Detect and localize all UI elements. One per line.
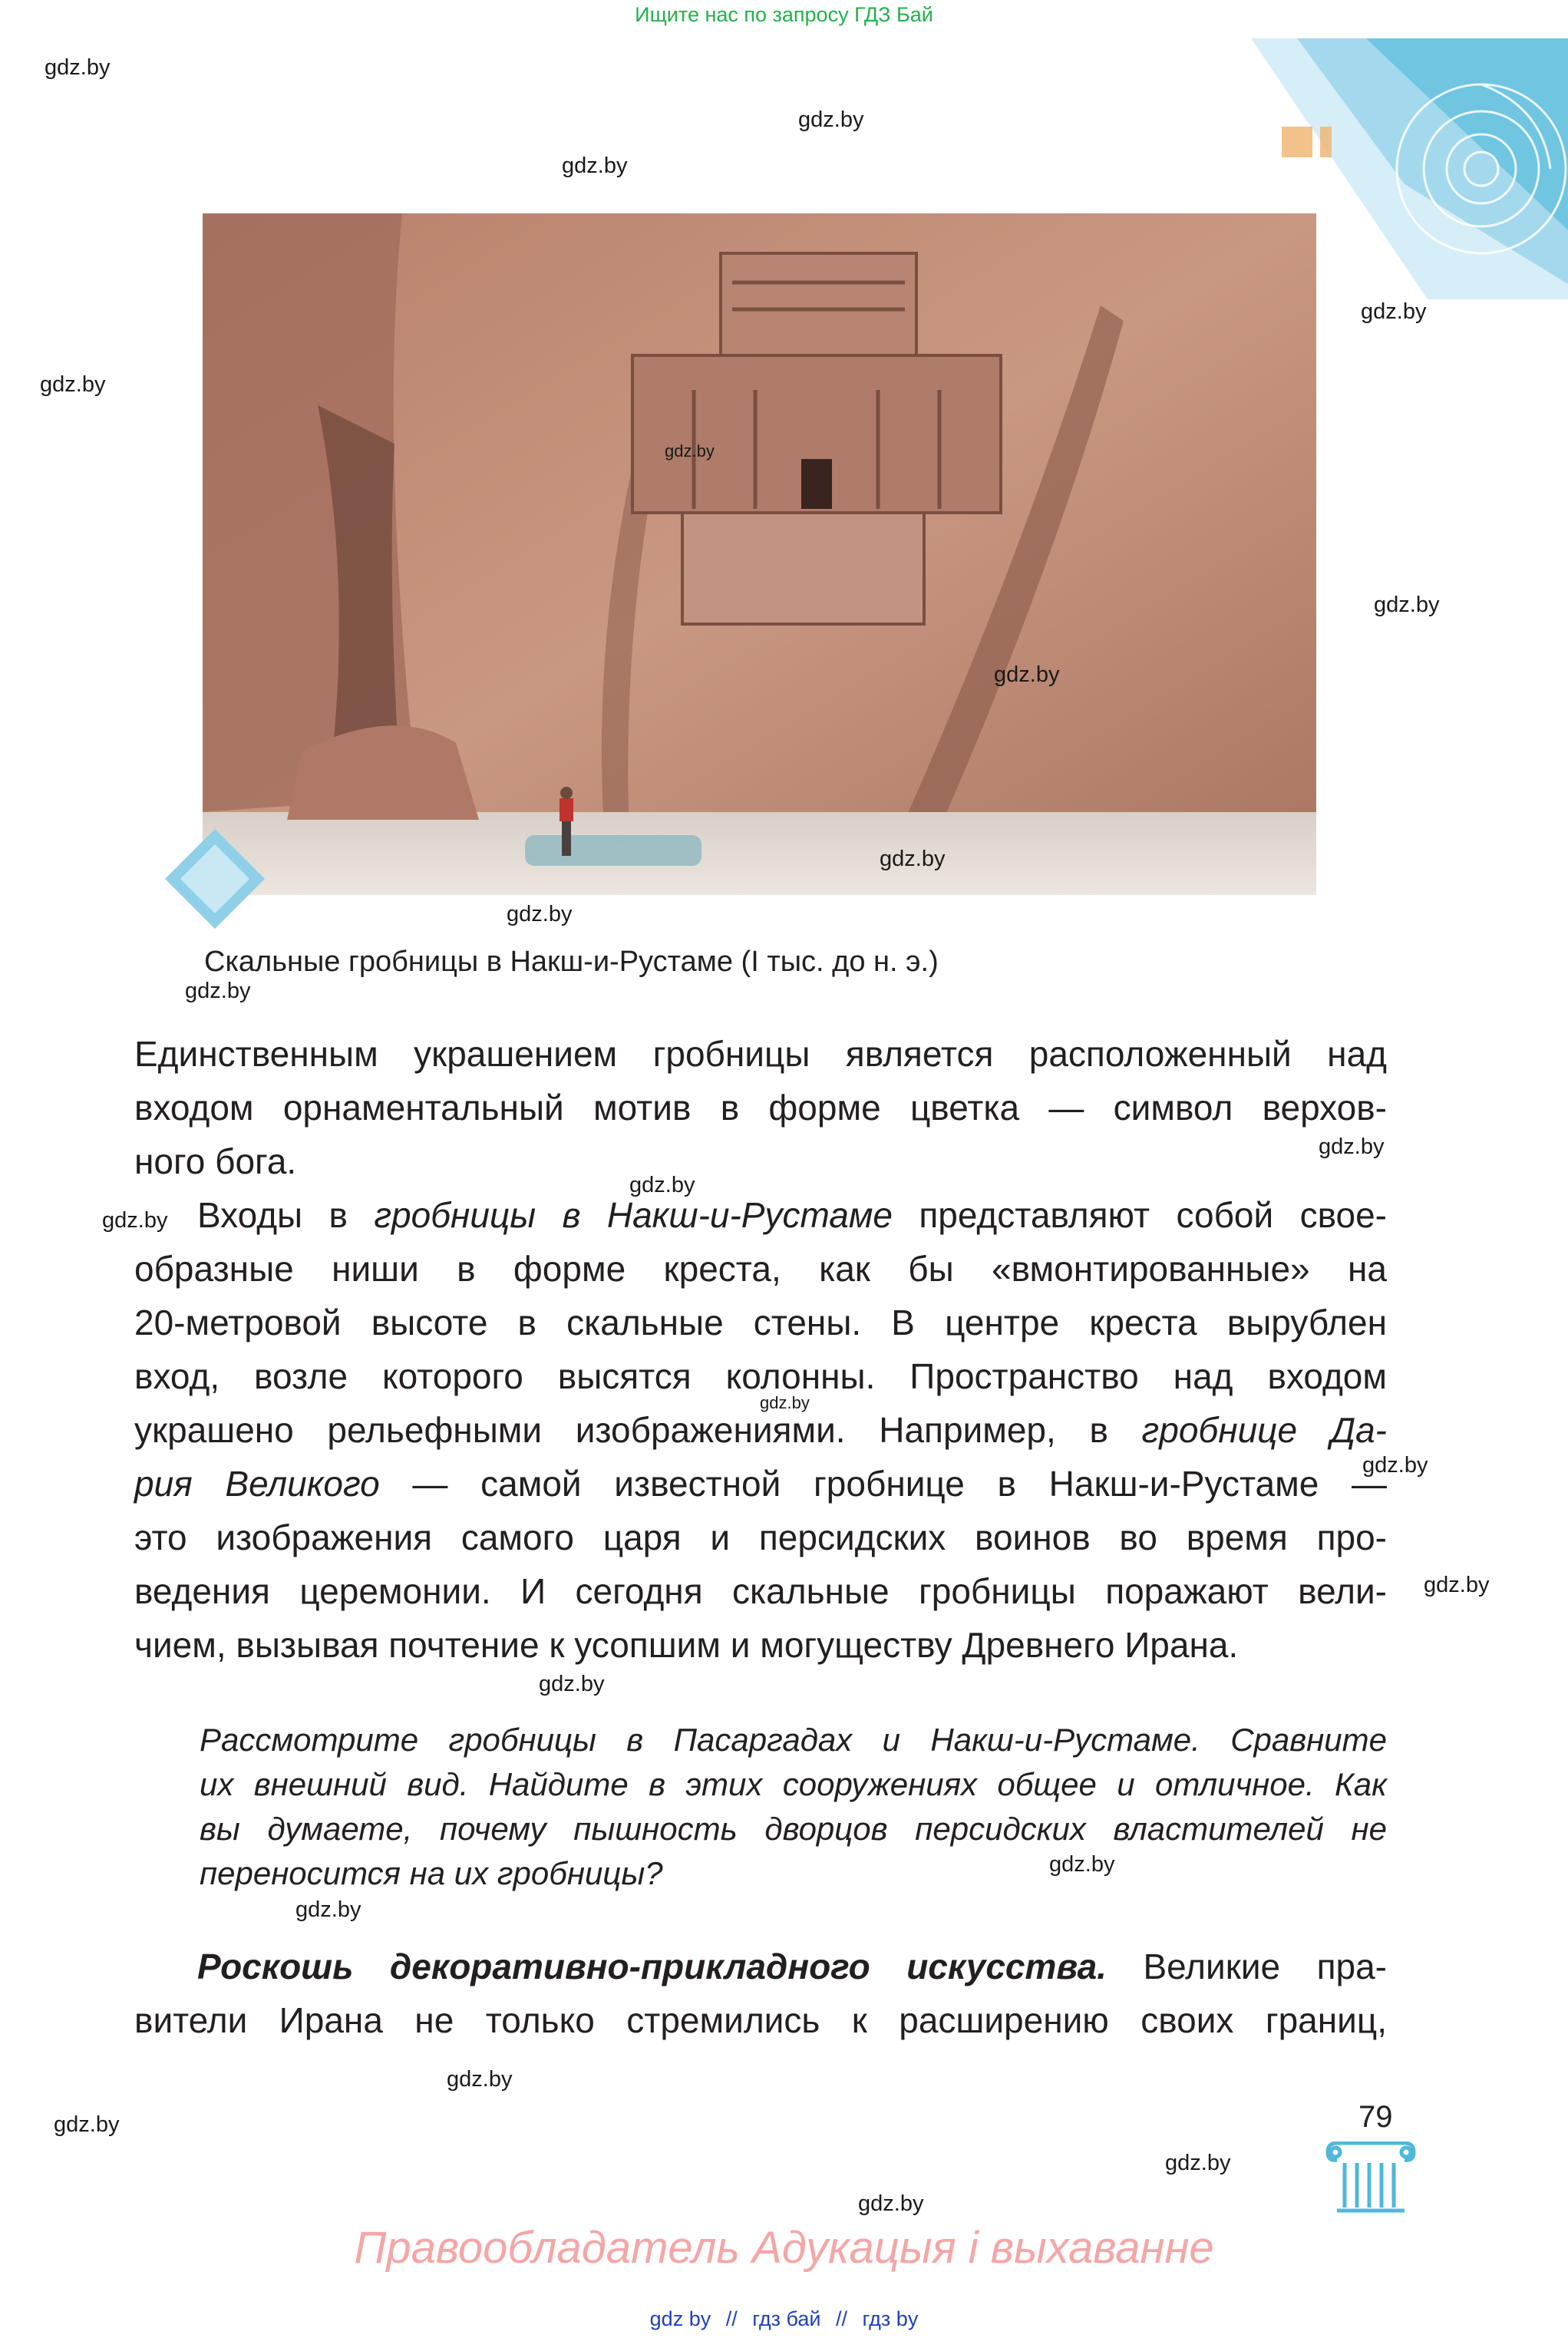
watermark: gdz.by: [539, 1672, 605, 1696]
watermark: gdz.by: [54, 2112, 120, 2137]
watermark: gdz.by: [880, 847, 946, 871]
watermark: gdz.by: [295, 1897, 361, 1922]
text-line: это изображения самого царя и персидских воинов во время про-: [134, 1517, 1387, 1557]
italic-term: рия Великого: [134, 1464, 380, 1504]
watermark: gdz.by: [858, 2191, 924, 2216]
rock-tombs-photo: [203, 213, 1316, 895]
link-gdz-by-2[interactable]: гдз by: [862, 2307, 919, 2330]
watermark: gdz.by: [1319, 1134, 1385, 1159]
text-line: Единственным украшением гробницы является расположенный над: [134, 1034, 1387, 1074]
watermark: gdz.by: [507, 902, 573, 926]
question-block: [200, 1718, 1387, 1896]
text-run: Великие пра-: [1106, 1947, 1387, 1986]
watermark: gdz.by: [45, 55, 111, 80]
watermark: gdz.by: [1374, 593, 1440, 617]
text-run: Входы в: [197, 1195, 375, 1235]
copyright-notice: Правообладатель Адукацыя і выхаванне: [354, 2223, 1214, 2273]
text-line: чием, вызывая почтение к усопшим и могуществу Древнего Ирана.: [134, 1625, 1239, 1665]
watermark: gdz.by: [798, 107, 864, 132]
separator: //: [725, 2307, 738, 2330]
text-line: 20-метровой высоте в скальные стены. В центре креста вырублен: [134, 1303, 1387, 1342]
text-run: — самой известной гробнице в Накш-и-Рустаме —: [379, 1464, 1387, 1504]
text-line: [134, 1940, 1387, 1993]
ionic-column-icon: [1322, 2142, 1420, 2215]
italic-term: гробнице Да-: [1141, 1410, 1388, 1450]
separator: //: [836, 2307, 848, 2330]
text-line: переносится на их гробницы?: [200, 1855, 663, 1891]
watermark: gdz.by: [40, 372, 106, 397]
text-line: [134, 1188, 1387, 1242]
text-line: образные ниши в форме креста, как бы «вмонтированные» на: [134, 1249, 1387, 1289]
watermark: gdz.by: [629, 1173, 695, 1197]
section-heading: Роскошь декоративно-прикладного искусства.: [197, 1947, 1107, 1986]
text-line: входом орнаментальный мотив в форме цветка — символ верхов-: [134, 1088, 1387, 1128]
bottom-links[interactable]: [0, 2307, 1568, 2331]
watermark: gdz.by: [562, 154, 628, 178]
italic-term: гробницы в Накш-и-Рустаме: [374, 1195, 893, 1235]
watermark: gdz.by: [1362, 1453, 1428, 1478]
text-line: их внешний вид. Найдите в этих сооружениях общее и отличное. Как: [200, 1766, 1387, 1802]
top-banner[interactable]: Ищите нас по запросу ГДЗ Бай: [635, 3, 933, 26]
text-line: вы думаете, почему пышность дворцов персидских властителей не: [200, 1811, 1387, 1847]
diamond-icon: [165, 829, 265, 929]
watermark: gdz.by: [102, 1208, 168, 1233]
link-gdz-by[interactable]: gdz by: [649, 2307, 711, 2330]
link-gdz-bai[interactable]: гдз бай: [752, 2307, 821, 2330]
text-line: вители Ирана не только стремились к расширению своих границ,: [134, 2000, 1387, 2040]
watermark: gdz.by: [1165, 2151, 1231, 2175]
text-run: украшено рельефными изображениями. Например, в: [134, 1410, 1142, 1450]
text-line: Рассмотрите гробницы в Пасаргадах и Накш-и-Рустаме. Сравните: [200, 1722, 1387, 1758]
watermark: gdz.by: [1424, 1573, 1490, 1597]
text-run: представляют собой свое-: [892, 1195, 1387, 1235]
watermark: gdz.by: [1049, 1852, 1115, 1877]
watermark: gdz.by: [665, 441, 715, 461]
paragraph-3: [134, 1940, 1387, 2047]
watermark: gdz.by: [447, 2067, 513, 2092]
page-number: 79: [1358, 2100, 1393, 2134]
watermark: gdz.by: [994, 662, 1060, 687]
paragraph-2: [134, 1188, 1387, 1672]
text-line: [134, 1457, 1387, 1511]
watermark: gdz.by: [185, 979, 251, 1003]
photo-caption: Скальные гробницы в Накш-и-Рустаме (I тыс. до н. э.): [204, 946, 939, 978]
paragraph-1: [134, 1027, 1387, 1188]
text-line: [134, 1403, 1387, 1457]
watermark: gdz.by: [760, 1393, 810, 1412]
text-line: ведения церемонии. И сегодня скальные гробницы поражают вели-: [134, 1571, 1387, 1611]
watermark: gdz.by: [1361, 299, 1427, 324]
text-line: вход, возле которого высятся колонны. Пространство над входом: [134, 1356, 1387, 1396]
text-line: ного бога.: [134, 1141, 297, 1181]
